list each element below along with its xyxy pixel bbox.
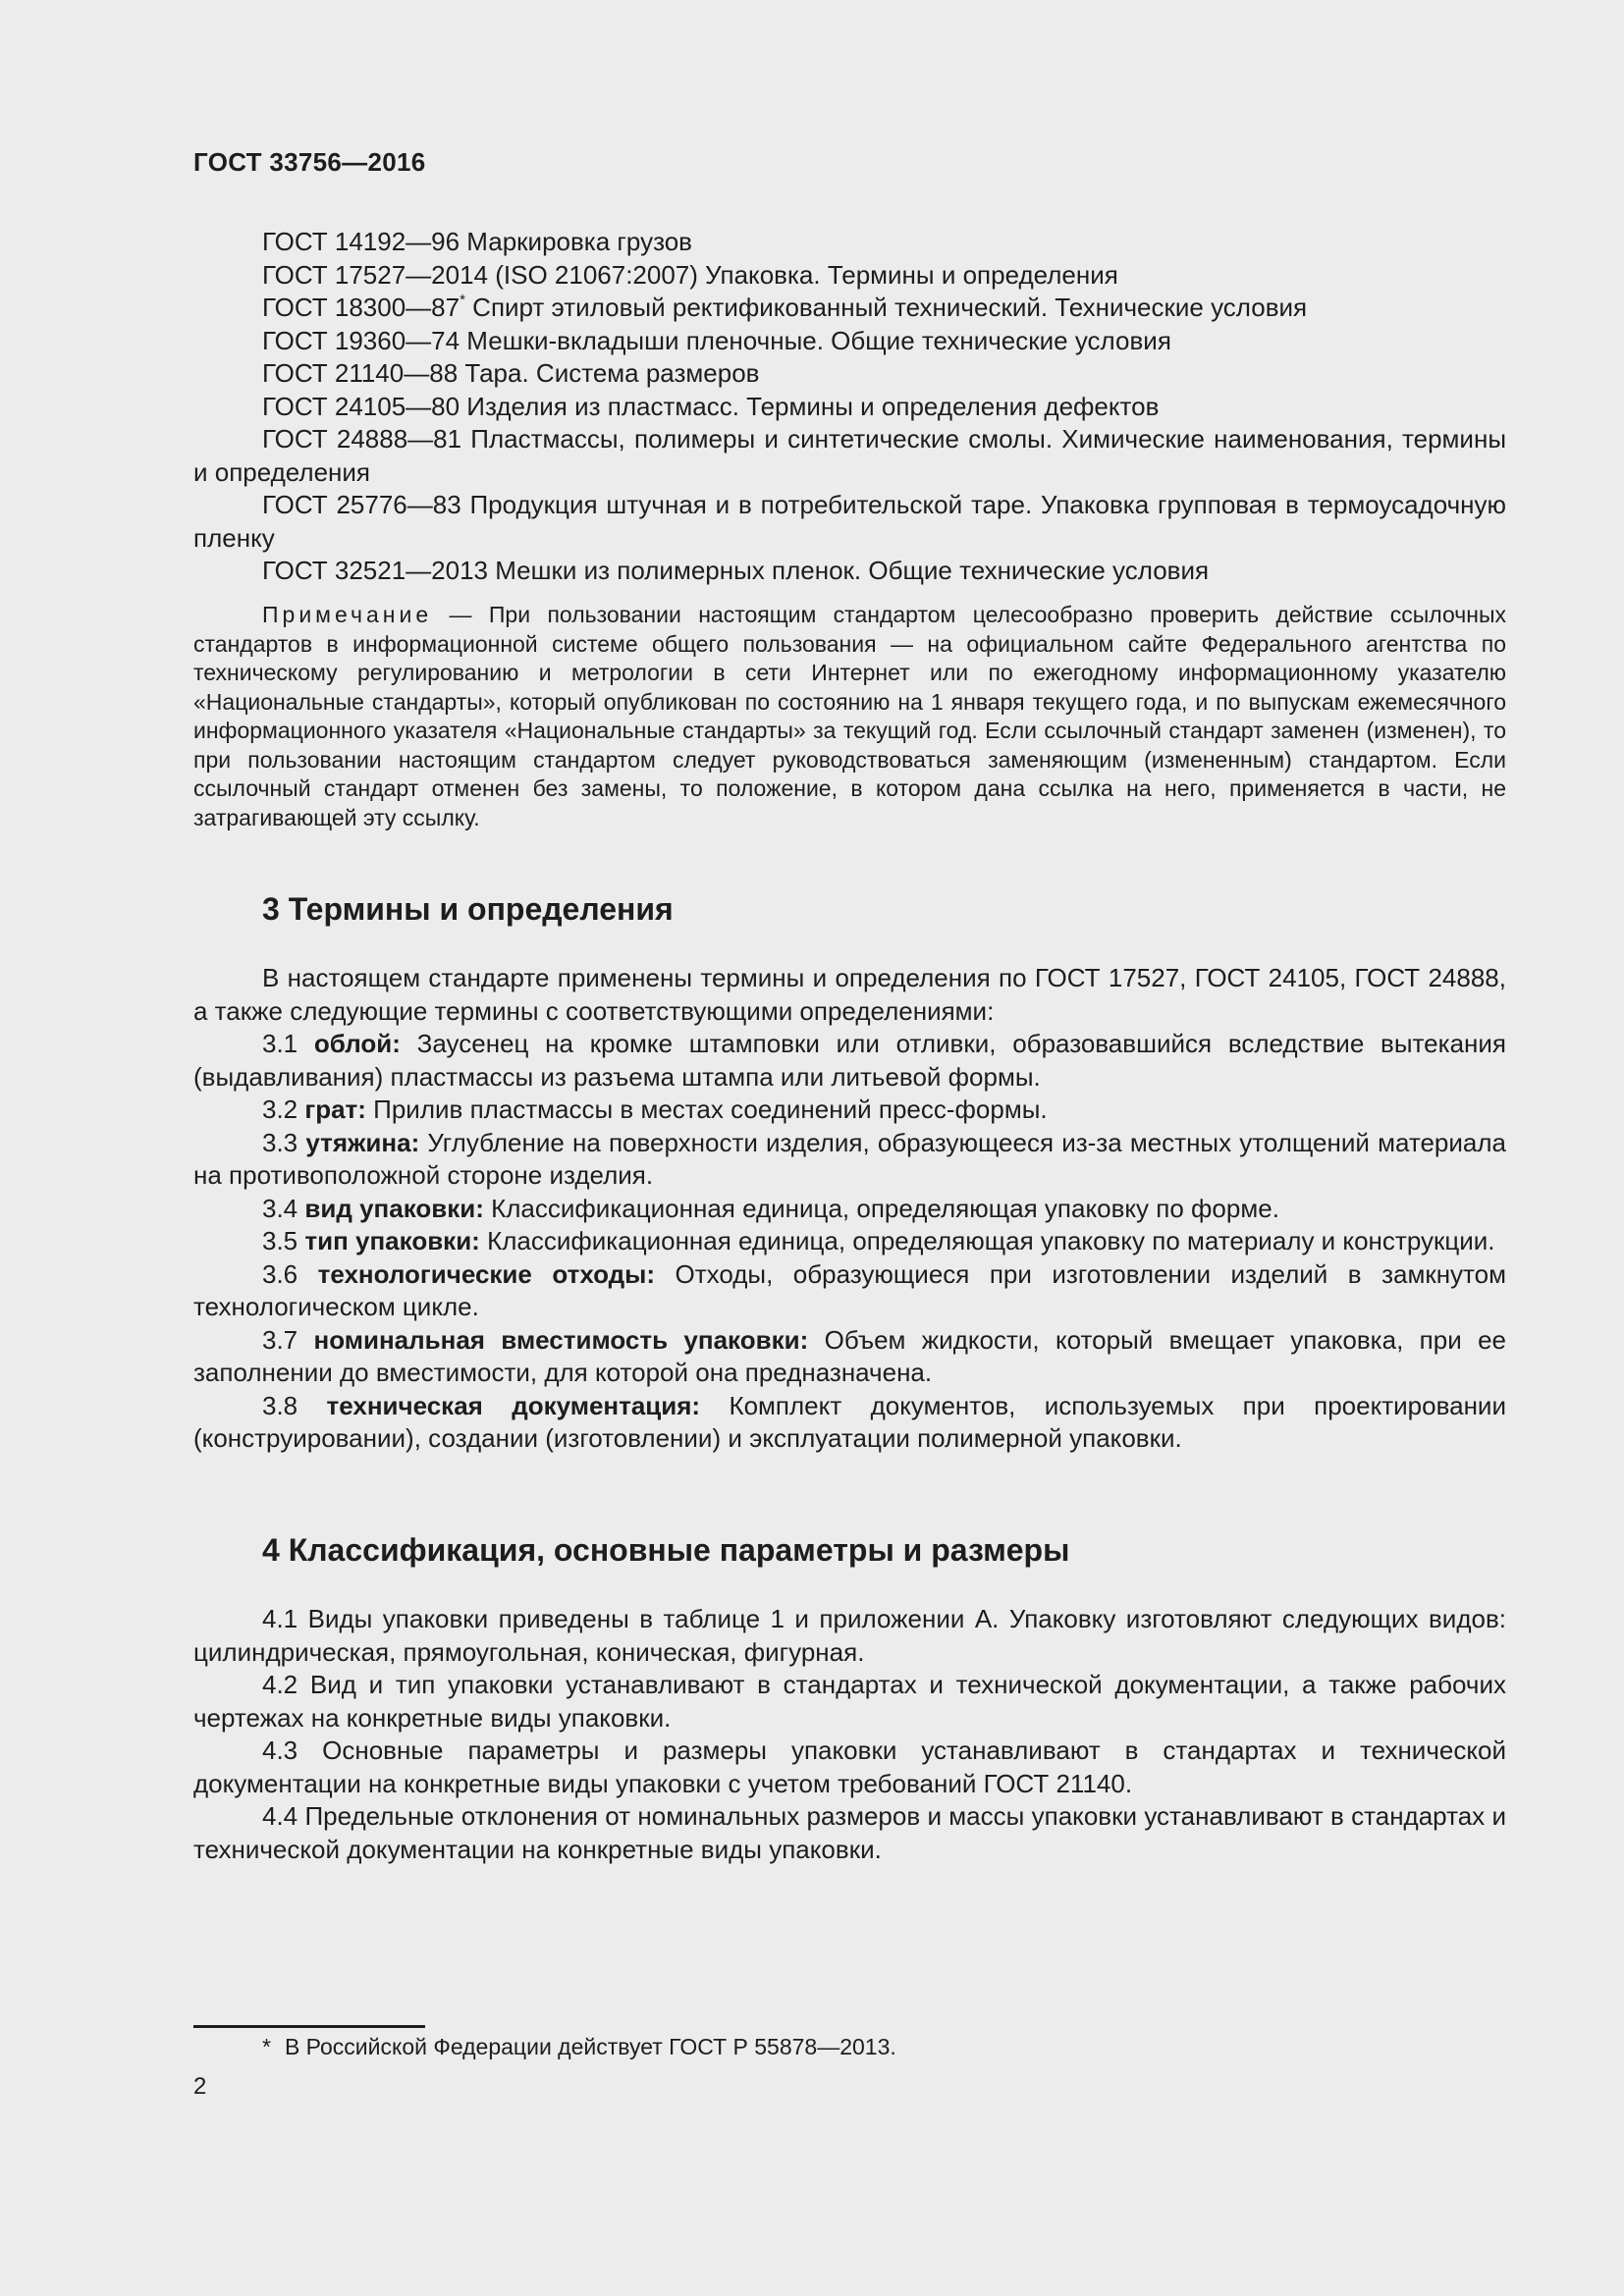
term-definition: Заусенец на кромке штамповки или отливки, образовавшийся вследствие вытекания (выдавливания) пластмассы из разъема штампа или литьевой формы. [193,1029,1506,1092]
term-number: 3.8 [262,1390,327,1420]
clause-paragraph: 4.3 Основные параметры и размеры упаковки устанавливают в стандартах и технической документации на конкретные виды упаковки с учетом требований ГОСТ 21140. [193,1735,1506,1798]
reference-item: ГОСТ 24105—80 Изделия из пластмасс. Термины и определения дефектов [262,391,1160,421]
footnote-marker: * [460,292,465,309]
term-entry [193,1094,1506,1127]
term-name: техническая документация: [326,1390,701,1420]
page-number: 2 [193,2073,207,2100]
reference-title: Спирт этиловый ректификованный технический. Технические условия [464,293,1308,322]
term-definition: Отходы, образующиеся при изготовлении изделий в замкнутом технологическом цикле. [193,1258,1507,1321]
term-number: 3.3 [262,1127,306,1157]
terms-section-body [193,962,1506,1456]
clause-paragraph: 4.1 Виды упаковки приведены в таблице 1 и приложении А. Упаковку изготовляют следующих видов: цилиндрическая, прямоугольная, коническая, фигурная. [193,1604,1506,1667]
reference-item: ГОСТ 17527—2014 (ISO 21067:2007) Упаковка. Термины и определения [262,259,1118,290]
term-name: облой: [313,1029,401,1058]
term-name: номинальная вместимость упаковки: [313,1324,809,1355]
term-definition: Комплект документов, используемых при проектировании (конструировании), создании (изготовлении) и эксплуатации полимерной упаковки. [193,1390,1506,1453]
footnote-text: В Российской Федерации действует ГОСТ Р 55878—2013. [284,2034,896,2059]
classification-section-body [193,1603,1506,1866]
term-definition: Объем жидкости, который вмещает упаковка, при ее заполнении до вместимости, для которой она предназначена. [193,1324,1506,1387]
reference-item: ГОСТ 14192—96 Маркировка грузов [262,227,692,256]
document-header: ГОСТ 33756—2016 [193,147,426,177]
term-number: 3.6 [262,1258,318,1289]
clause-paragraph: 4.2 Вид и тип упаковки устанавливают в стандартах и технической документации, а также рабочих чертежах на конкретные виды упаковки. [193,1670,1506,1733]
term-definition: Углубление на поверхности изделия, образующееся из-за местных утолщений материала на противоположной стороне изделия. [193,1127,1506,1190]
footnote-mark: * [262,2034,271,2059]
term-number: 3.1 [262,1029,314,1058]
section-heading-terms: 3 Термины и определения [262,891,674,927]
footnote-separator [193,2025,425,2028]
term-entry [193,1193,1506,1226]
footnote [262,2034,896,2060]
term-entry [193,1225,1506,1258]
term-name: технологические отходы: [317,1258,656,1289]
terms-intro: В настоящем стандарте применены термины и определения по ГОСТ 17527, ГОСТ 24105, ГОСТ 24888, а также следующие термины с соответствующими определениями: [193,963,1506,1026]
section-heading-classification: 4 Классификация, основные параметры и размеры [262,1532,1070,1568]
reference-item [193,292,1506,325]
term-number: 3.7 [262,1324,314,1355]
note-label: Примечание [262,602,433,627]
term-definition: Классификационная единица, определяющая упаковку по форме. [483,1193,1279,1223]
term-number: 3.2 [262,1095,305,1124]
term-name: вид упаковки: [304,1193,484,1223]
term-name: грат: [304,1095,366,1124]
reference-item: ГОСТ 19360—74 Мешки-вкладыши пленочные. Общие технические условия [262,325,1171,355]
term-name: утяжина: [305,1127,420,1157]
term-entry [193,1127,1506,1193]
term-name: тип упаковки: [304,1226,480,1255]
normative-references-list [193,226,1506,588]
reference-code: ГОСТ 18300—87 [262,293,460,322]
reference-item: ГОСТ 24888—81 Пластмассы, полимеры и синтетические смолы. Химические наименования, термины и определения [193,424,1506,487]
term-definition: Прилив пластмассы в местах соединений пресс-формы. [365,1095,1048,1124]
reference-item: ГОСТ 25776—83 Продукция штучная и в потребительской таре. Упаковка групповая в термоусадочную пленку [193,490,1506,553]
term-entry [193,1324,1506,1390]
note-text: — При пользовании настоящим стандартом целесообразно проверить действие ссылочных стандартов в информационной системе общего пользования — на официальном сайте Федерального агентства по техническому регулированию и метрологии в сети Интернет или по ежегодному информационному указателю «Национальные стандарты», который опубликован по состоянию на 1 января текущего года, и по выпускам ежемесячного информационного указателя «Национальные стандарты» за текущий год. Если ссылочный стандарт заменен (изменен), то при пользовании настоящим стандартом следует руководствоваться заменяющим (измененным) стандартом. Если ссылочный стандарт отменен без замены, то положение, в котором дана ссылка на него, применяется в части, не затрагивающей эту ссылку. [193,602,1506,830]
term-entry [193,1258,1506,1324]
term-entry [193,1028,1506,1094]
clause-paragraph: 4.4 Предельные отклонения от номинальных размеров и массы упаковки устанавливают в стандартах и технической документации на конкретные виды упаковки. [193,1801,1506,1864]
note-paragraph [193,601,1506,832]
term-definition: Классификационная единица, определяющая упаковку по материалу и конструкции. [479,1226,1495,1255]
reference-item: ГОСТ 21140—88 Тара. Система размеров [262,358,760,388]
term-number: 3.5 [262,1226,305,1255]
term-entry [193,1390,1506,1456]
reference-item: ГОСТ 32521—2013 Мешки из полимерных пленок. Общие технические условия [262,556,1210,585]
term-number: 3.4 [262,1193,305,1223]
